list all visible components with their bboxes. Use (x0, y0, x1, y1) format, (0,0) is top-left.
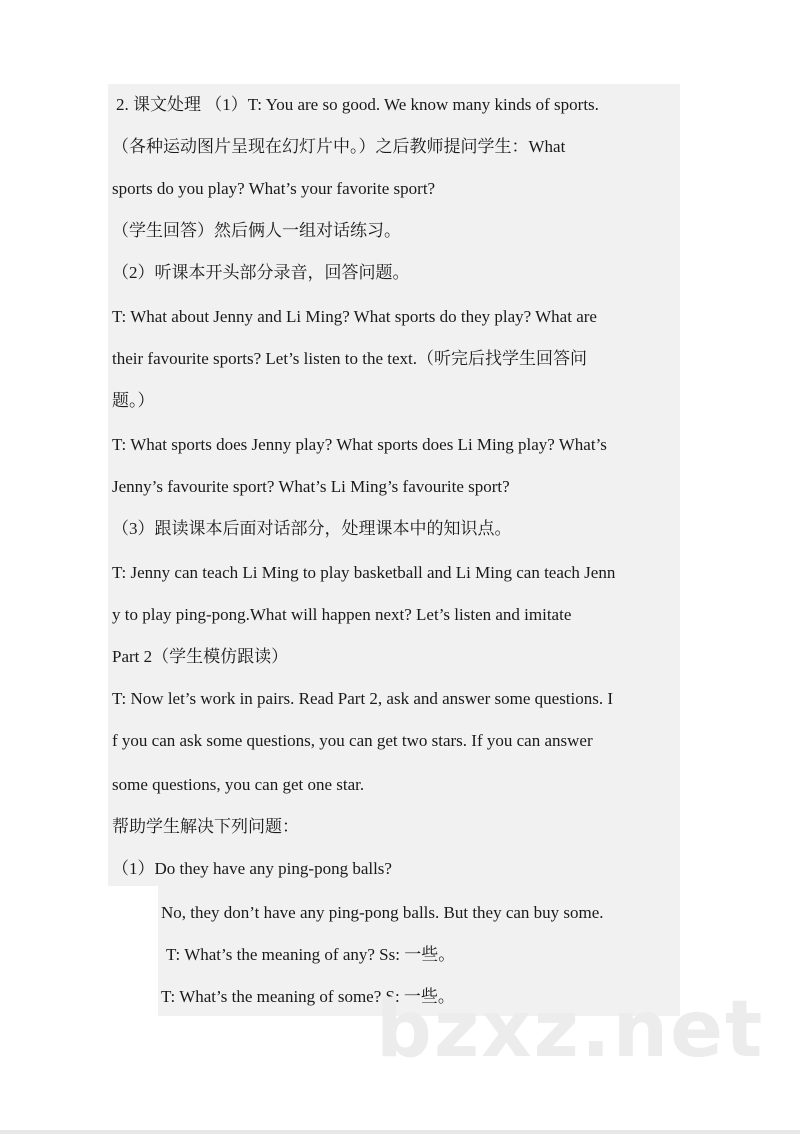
text-line: T: Jenny can teach Li Ming to play basketball and Li Ming can teach Jenn (112, 563, 616, 582)
text-line: （各种运动图片呈现在幻灯片中。）之后教师提问学生：What (112, 137, 566, 156)
text-line: some questions, you can get one star. (112, 775, 365, 794)
text-line: 帮助学生解决下列问题： (112, 817, 299, 836)
text-line: f you can ask some questions, you can get two stars. If you can answer (112, 731, 593, 750)
page-bottom-edge (0, 1130, 800, 1134)
text-line: T: What sports does Jenny play? What sports does Li Ming play? What’s (112, 435, 607, 454)
text-line: Jenny’s favourite sport? What’s Li Ming’s favourite sport? (112, 477, 510, 496)
text-line: （1）Do they have any ping-pong balls? (112, 859, 392, 878)
text-line-indented: T: What’s the meaning of some? S: 一些。 (161, 987, 455, 1006)
text-line: 2. 课文处理 （1）T: You are so good. We know many kinds of sports. (116, 95, 599, 114)
text-line: （学生回答）然后俩人一组对话练习。 (112, 221, 401, 240)
watermark: bzxz.net (376, 985, 765, 1075)
text-line-indented: T: What’s the meaning of any? Ss: 一些。 (166, 945, 456, 964)
text-line: （3）跟读课本后面对话部分，处理课本中的知识点。 (112, 519, 512, 538)
text-line: their favourite sports? Let’s listen to the text.（听完后找学生回答问 (112, 349, 587, 368)
text-line: y to play ping-pong.What will happen next? Let’s listen and imitate (112, 605, 572, 624)
text-line-indented: No, they don’t have any ping-pong balls. But they can buy some. (161, 903, 604, 922)
text-line: sports do you play? What’s your favorite sport? (112, 179, 436, 198)
text-line: T: Now let’s work in pairs. Read Part 2, ask and answer some questions. I (112, 689, 614, 708)
text-line: Part 2（学生模仿跟读） (112, 647, 289, 666)
text-line: 题。） (112, 391, 155, 410)
text-line: T: What about Jenny and Li Ming? What sports do they play? What are (112, 307, 597, 326)
text-line: （2）听课本开头部分录音，回答问题。 (112, 263, 410, 282)
